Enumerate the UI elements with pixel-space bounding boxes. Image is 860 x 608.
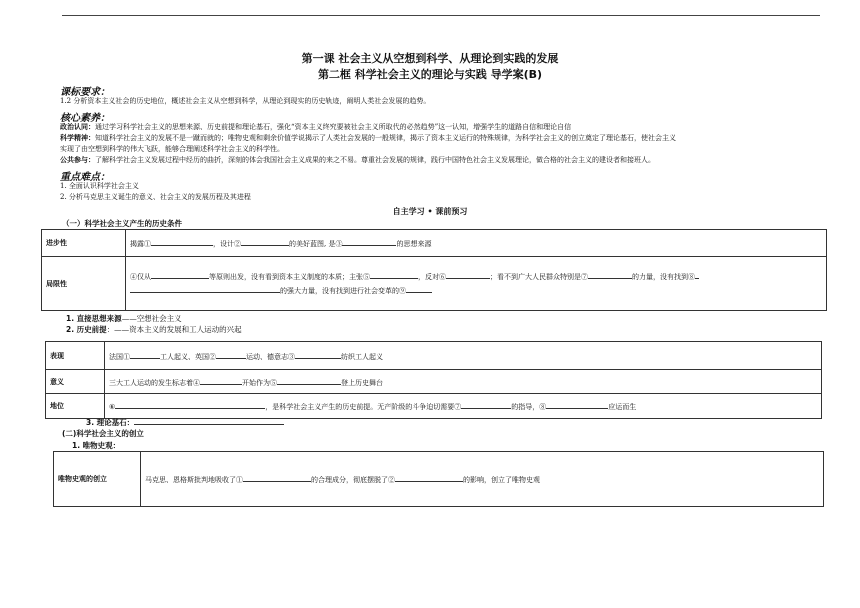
row-key-historical-materialism: 唯物史观的创立 bbox=[54, 452, 141, 507]
table-historical-conditions bbox=[41, 229, 827, 311]
part2-title: (二)科学社会主义的创立 bbox=[62, 429, 144, 438]
science-text-2: 实现了由空想到科学的伟大飞跃，能够合理阐述科学社会主义的科学性。 bbox=[60, 145, 284, 153]
blank-9[interactable] bbox=[406, 284, 432, 293]
public-text: 了解科学社会主义发展过程中经历的曲折，深刻的体会我国社会主义成果的来之不易。尊重社会发展的规律，践行中国特色社会主义发展理论，做合格的社会主义的建设者和接班人。 bbox=[95, 156, 655, 164]
cell-text: ⑥ bbox=[109, 403, 116, 411]
table-row bbox=[46, 394, 822, 419]
literacy-heading: 核心素养： bbox=[60, 113, 110, 124]
cell-text: 运动、德意志③ bbox=[246, 352, 295, 361]
blank-2[interactable] bbox=[241, 237, 289, 246]
cell-text: 揭露① bbox=[130, 240, 151, 248]
item3-label: 3. 理论基石： bbox=[86, 418, 135, 427]
blank-7[interactable] bbox=[588, 270, 632, 279]
cell-text: 开始作为⑤ bbox=[242, 378, 277, 387]
cell-text: 工人起义、英国② bbox=[160, 352, 216, 361]
cell-text: ；看不到广大人民群众特别是⑦ bbox=[490, 272, 588, 281]
literacy-science bbox=[60, 133, 676, 143]
curriculum-text: 1.2 分析资本主义社会的历史地位，概述社会主义从空想到科学，从理论到现实的历史轨迹，阐明人类社会发展的趋势。 bbox=[60, 97, 431, 105]
item2-label: 2. 历史前提 bbox=[66, 325, 107, 334]
blank-4[interactable] bbox=[151, 270, 209, 279]
table-row bbox=[42, 230, 827, 257]
blank-3[interactable] bbox=[295, 350, 341, 359]
blank-7[interactable] bbox=[461, 400, 511, 409]
cell-text: 等原则出发，没有看到资本主义制度的本质；主张⑤ bbox=[209, 272, 370, 281]
cell-text: 的指导，⑧ bbox=[511, 403, 547, 411]
blank-5[interactable] bbox=[277, 376, 341, 385]
blank-6[interactable] bbox=[446, 270, 490, 279]
blank-3[interactable] bbox=[342, 237, 396, 246]
row-key-progressive: 进步性 bbox=[42, 230, 126, 257]
cell-text: 的影响，创立了唯物史观 bbox=[463, 476, 540, 484]
item1-label: 1. 直接思想来源 bbox=[66, 314, 122, 323]
row-key-performance: 表现 bbox=[46, 342, 105, 370]
cell-text: ④仅从 bbox=[130, 272, 151, 281]
row-content bbox=[126, 257, 827, 311]
table-historical-premise bbox=[45, 341, 822, 419]
blank-2[interactable] bbox=[395, 473, 463, 482]
political-text: 通过学习科学社会主义的思想来源、历史前提和理论基石，强化“资本主义终究要被社会主义所取代的必然趋势”这一认知，增强学生的道路自信和理论自信 bbox=[95, 123, 572, 131]
table-row bbox=[46, 342, 822, 370]
curriculum-heading: 课标要求： bbox=[60, 87, 110, 98]
cell-text: 三大工人运动的发生标志着④ bbox=[109, 378, 200, 387]
blank-1[interactable] bbox=[243, 473, 311, 482]
blank-1[interactable] bbox=[130, 350, 160, 359]
item2-text: ：——资本主义的发展和工人运动的兴起 bbox=[106, 325, 242, 334]
cell-text: 的力量，没有找到⑧ bbox=[632, 272, 695, 281]
blank-6[interactable] bbox=[115, 400, 265, 409]
cell-text: 的美好蓝图, 是③ bbox=[289, 240, 343, 248]
cell-text: 登上历史舞台 bbox=[341, 378, 383, 387]
key-point-1: 1. 全面认识科学社会主义 bbox=[60, 182, 139, 190]
blank-4[interactable] bbox=[200, 376, 242, 385]
political-label: 政治认同： bbox=[60, 122, 95, 131]
literacy-public bbox=[60, 155, 655, 165]
blank-theory[interactable] bbox=[134, 416, 284, 425]
item2 bbox=[66, 324, 242, 335]
row-content bbox=[105, 394, 822, 419]
cell-text: 纺织工人起义 bbox=[341, 352, 383, 361]
blank-2[interactable] bbox=[216, 350, 246, 359]
row-content bbox=[141, 452, 824, 507]
science-text-1: 知道科学社会主义的发展不是一蹴而就的；唯物史观和剩余价值学说揭示了人类社会发展的一般规律，揭示了资本主义运行的特殊规律，为科学社会主义的创立奠定了理论基石，使社会主义 bbox=[95, 134, 676, 142]
row-key-significance: 意义 bbox=[46, 370, 105, 394]
table-row bbox=[46, 370, 822, 394]
blank-8a[interactable] bbox=[695, 270, 699, 279]
cell-text: ，设计② bbox=[213, 240, 241, 248]
part1-title: （一）科学社会主义产生的历史条件 bbox=[62, 219, 182, 228]
row-key-limitation: 局限性 bbox=[42, 257, 126, 311]
item1 bbox=[66, 313, 182, 324]
main-title: 第一课 社会主义从空想到科学、从理论到实践的发展 bbox=[301, 52, 559, 65]
table-row bbox=[42, 257, 827, 311]
row-content bbox=[105, 370, 822, 394]
literacy-political bbox=[60, 122, 571, 132]
table-creation bbox=[53, 451, 824, 507]
blank-5[interactable] bbox=[370, 270, 418, 279]
cell-text: 应运而生 bbox=[608, 403, 637, 411]
table-row bbox=[54, 452, 824, 507]
cell-text: 法国① bbox=[109, 352, 130, 361]
row-content bbox=[105, 342, 822, 370]
key-point-2: 2. 分析马克思主义诞生的意义、社会主义的发展历程及其进程 bbox=[60, 193, 251, 201]
row-key-status: 地位 bbox=[46, 394, 105, 419]
blank-8b[interactable] bbox=[130, 284, 280, 293]
preview-heading: 自主学习 • 课前预习 bbox=[392, 207, 468, 216]
sub-title: 第二框 科学社会主义的理论与实践 导学案(B) bbox=[317, 68, 543, 81]
blank-1[interactable] bbox=[151, 237, 213, 246]
public-label: 公共参与： bbox=[60, 155, 95, 164]
item1-text: ——空想社会主义 bbox=[121, 314, 182, 323]
science-label: 科学精神： bbox=[60, 133, 95, 142]
cell-text: 的思想来源 bbox=[396, 240, 432, 248]
blank-8[interactable] bbox=[546, 400, 608, 409]
cell-text: 的合理成分，彻底摆脱了② bbox=[311, 476, 395, 484]
header-rule bbox=[62, 15, 820, 16]
cell-text: 的强大力量，没有找到进行社会变革的⑨ bbox=[280, 286, 406, 295]
item3 bbox=[86, 416, 284, 428]
part2-item1: 1. 唯物史观： bbox=[72, 441, 121, 450]
row-content bbox=[126, 230, 827, 257]
cell-text: ，是科学社会主义产生的历史前提。无产阶级的斗争迫切需要⑦ bbox=[265, 403, 462, 411]
cell-text: 马克思、恩格斯批判地吸收了① bbox=[145, 476, 243, 484]
cell-text: ，反对⑥ bbox=[418, 272, 446, 281]
key-points-heading: 重点难点： bbox=[60, 172, 110, 183]
